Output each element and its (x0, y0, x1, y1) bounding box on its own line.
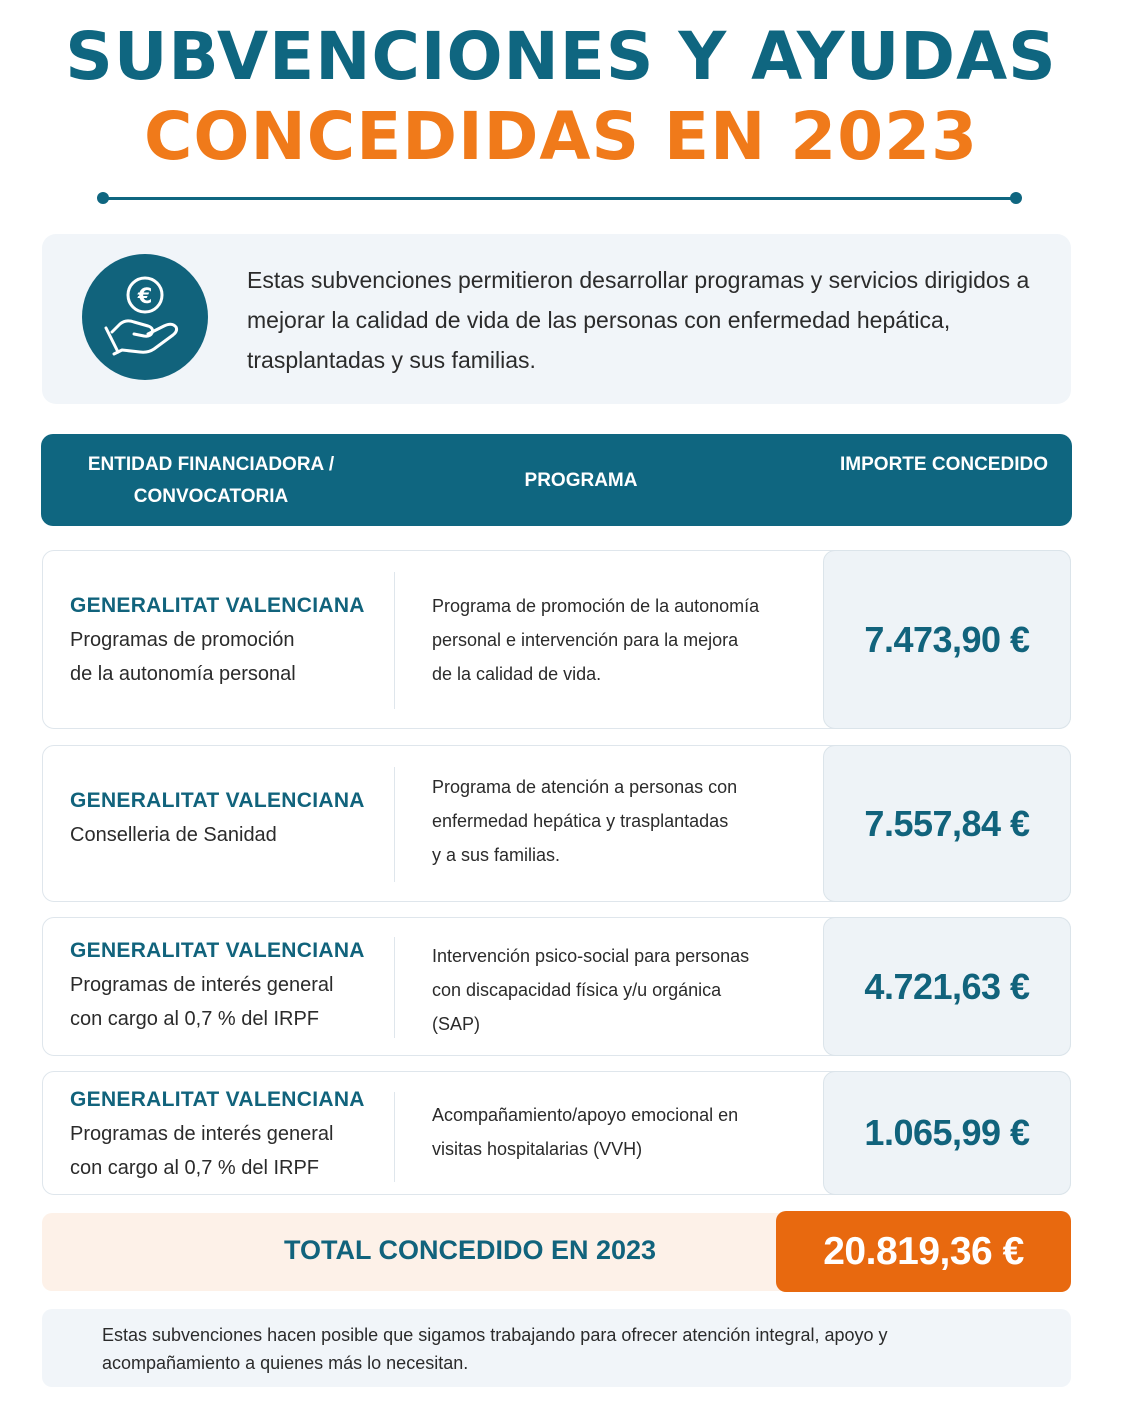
program-cell: Programa de promoción de la autonomía personal e intervención para la mejora de la calidad de vida. (432, 596, 760, 684)
amount-value: 4.721,63 € (864, 965, 1030, 1007)
program-cell: Acompañamiento/apoyo emocional en visitas hospitalarias (VVH) (432, 1105, 739, 1159)
header-program: PROGRAMA (524, 470, 638, 491)
entity-cell (70, 784, 390, 852)
amount-cell (823, 1071, 1071, 1195)
total-label: TOTAL CONCEDIDO EN 2023 (283, 1235, 657, 1265)
entity-call: Programas de promoción de la autonomía personal (70, 629, 296, 685)
divider-dot-left (97, 192, 109, 204)
table-row (42, 550, 1071, 729)
header-amount: IMPORTE CONCEDIDO (840, 454, 1048, 475)
amount-cell (823, 550, 1071, 729)
table-row (42, 917, 1071, 1056)
header-entity: ENTIDAD FINANCIADORA / CONVOCATORIA (87, 454, 335, 507)
page-subtitle: CONCEDIDAS EN 2023 (143, 98, 978, 175)
footer-note (42, 1309, 1071, 1387)
entity-cell (70, 934, 390, 1036)
entity-name: GENERALITAT VALENCIANA (70, 789, 365, 812)
entity-call: Programas de interés general con cargo al 0,7 % del IRPF (70, 1123, 334, 1179)
table-row (42, 745, 1071, 902)
intro-panel (42, 234, 1071, 404)
divider-dot-right (1010, 192, 1022, 204)
program-cell: Intervención psico-social para personas con discapacidad física y/u orgánica (SAP) (432, 946, 750, 1034)
entity-name: GENERALITAT VALENCIANA (70, 1088, 365, 1111)
page-title: SUBVENCIONES Y AYUDAS (65, 18, 1057, 95)
entity-name: GENERALITAT VALENCIANA (70, 939, 365, 962)
cell-divider (394, 767, 395, 882)
intro-text: Estas subvenciones permitieron desarrollar programas y servicios dirigidos a mejorar la calidad de vida de las personas con enfermedad hepática, trasplantadas y sus familias. (247, 267, 1030, 373)
amount-cell (823, 917, 1071, 1056)
total-amount: 20.819,36 € (776, 1211, 1071, 1292)
footer-text: Estas subvenciones hacen posible que sigamos trabajando para ofrecer atención integral, apoyo y acompañamiento a quienes más lo necesitan. (102, 1325, 888, 1373)
cell-divider (394, 937, 395, 1038)
entity-call: Conselleria de Sanidad (70, 824, 277, 846)
entity-cell (70, 589, 390, 691)
table-row (42, 1071, 1071, 1195)
svg-text:€: € (137, 284, 153, 308)
amount-cell (823, 745, 1071, 902)
amount-value: 7.557,84 € (864, 802, 1030, 844)
entity-call: Programas de interés general con cargo al 0,7 % del IRPF (70, 974, 334, 1030)
entity-name: GENERALITAT VALENCIANA (70, 594, 365, 617)
title-divider (103, 197, 1016, 200)
amount-value: 1.065,99 € (864, 1112, 1030, 1153)
table-header (41, 434, 1072, 526)
entity-cell (70, 1083, 390, 1185)
cell-divider (394, 1092, 395, 1182)
cell-divider (394, 572, 395, 709)
amount-value: 7.473,90 € (864, 618, 1030, 660)
program-cell: Programa de atención a personas con enfermedad hepática y trasplantadas y a sus familias. (432, 777, 738, 865)
euro-hand-icon (82, 254, 208, 380)
